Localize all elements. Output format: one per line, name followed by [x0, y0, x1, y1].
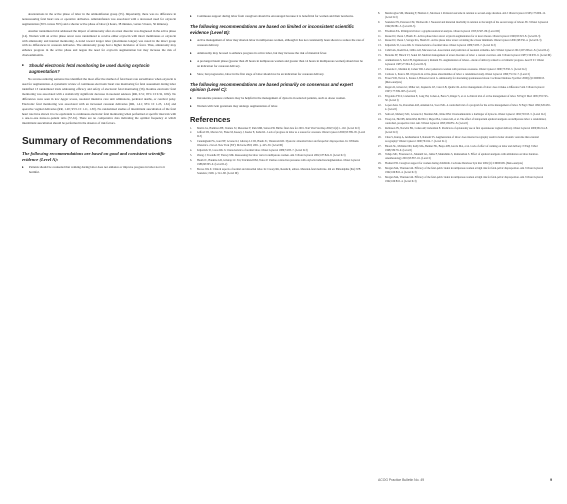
level-a-heading: The following recommendations are based on good and consistent scientific evidence (Level A): — [22, 151, 166, 162]
reference-item — [190, 127, 366, 131]
reference-text: Cahill AG, Roehl KA, Odibo AO, Macones GA. Association and prediction of neonatal acidemia. Am J Obstet Gynecol 2012;207:206.e1–8. (Level II-2) — [385, 49, 550, 53]
reference-item — [378, 118, 552, 126]
column-1 — [22, 12, 176, 178]
reference-text: Morgan MA, Thurnau GR. Efficacy of the fetal-pelvic index in nulliparous women at high risk for fetal-pelvic disproportion. Am J Obstet Gynecol 1992;166:810–4. (Level II-3) — [385, 176, 544, 184]
reference-text: Fraser WD, Turcot L, Krauss I, Brisson-Carrol G. Amniotomy for shortening spontaneous labour. Cochrane Database Syst Rev 2000;(2):CD000015. (Meta-analysis) — [385, 77, 545, 85]
reference-number: 20. — [378, 86, 382, 90]
paragraph: Another randomized trial addressed the impact of amniotomy after an arrest disorder was diagnosed in the active phase (14). Women with an active phase arrest were randomized to receive either oxytocin with intact membranes or oxytocin with amniotomy and internal monitoring. A trend toward longer labor (44-minutes longer) was noted in the intact group with no differences in cesarean deliveries. The amniotomy group had a higher incidence of fever. Thus, amniotomy may enhance progress in the active phase and negate the need for oxytocin augmentation but may increase the risk of chorioamnionitis. — [22, 28, 176, 58]
reference-number: 18. — [378, 72, 382, 76]
reference-item — [190, 168, 366, 176]
intro-text — [22, 12, 176, 58]
reference-number: 14. — [378, 49, 382, 53]
reference-text: Martin JA, Hamilton BE, Ventura SJ, Menacker F, Park MM, Sutton PD. Births: final data for 2001. Natl Vital Stat Rep 2002;51(2):1–102. (Level II-3) — [197, 126, 360, 130]
reference-item — [378, 12, 552, 20]
reference-text: Zhang J, Troendle JF, Yancey MK. Reassessing the labor curve in nulliparous women. Am J Obstet Gynecol 2002;187:824–8. (Level II-3) — [197, 154, 346, 157]
reference-number: 19. — [378, 77, 382, 81]
reference-item — [378, 59, 552, 67]
reference-text: Frigoletto FD Jr, Lieberman E, Lang JM, Cohen A, Barss V, Ringer S, et al. A clinical trial of active management of labor. N Engl J Med 1995;333:745–50. (Level I) — [385, 95, 549, 103]
reference-text: Friedman EA. Primigravid labor: a graphicostatistical analysis. Obstet Gynecol 1955;6:567–89. (Level III) — [385, 29, 500, 33]
reference-number: 31. — [378, 176, 382, 180]
reference-text: Chua S, Kurup A, Arulkumaran S, Ratnam SS. Augmentation of labor: does internal tocography result in better obstetric outcome than external tocography? Obstet Gynecol 1990;76:164–7. (Level II-1) — [385, 135, 539, 143]
reference-number: 28. — [378, 153, 382, 157]
reference-number: 4. — [190, 149, 193, 153]
reference-item — [378, 104, 552, 112]
question-heading: ▸ Should electronic fetal monitoring be used during oxytocin augmentation? — [22, 63, 176, 74]
level-b-bullet: ▸ Active management of labor may shorten labor in nulliparous women, although it has not consistently been shown to reduce the rate of cesarean delivery. — [190, 38, 366, 48]
level-b-bullet: ▸ Slow, but progressive, labor in the first stage of labor should not be an indication for cesarean delivery. — [190, 72, 366, 77]
reference-number: 25. — [378, 126, 382, 130]
reference-number: 16. — [378, 58, 382, 62]
footer-title: ACOG Practice Bulletin No. 49 — [378, 478, 425, 482]
reference-text: Kilpatrick SJ, Laros RK Jr. Characteristics of normal labor. Obstet Gynecol 1989;74:85–7. (Level II-3) — [385, 44, 496, 48]
reference-number: 12. — [378, 39, 382, 43]
reference-number: 23. — [378, 112, 382, 116]
reference-item — [378, 136, 552, 144]
reference-number: 27. — [378, 144, 382, 148]
reference-text: Menticoglou SM, Manning F, Harman C, Morrison I. Perinatal outcome in relation to second-stage duration. Am J Obstet Gynecol 1995;173:906–12. (Level II-3) — [385, 12, 546, 20]
support-bullet: ▸ Continuous support during labor from caregivers should be encouraged because it is beneficial for women and their newborns. — [190, 14, 366, 19]
reference-number: 29. — [378, 162, 382, 166]
reference-text: Bloom SL, McIntire DD, Kelly MA, Beimer HL, Burpo RH, Garcia MA, et al. Lack of effect of walking on labor and delivery. N Engl J Med 1998;339:76–9. (Level I) — [385, 144, 538, 152]
reference-number: 9. — [378, 20, 381, 24]
reference-text: Rouse DJ, Owen J, Hauth JC. Active-phase labor arrest: oxytocin augmentation for at least 4 hours. Obstet Gynecol 1999;93:323–8. (Level II-3) — [385, 34, 541, 38]
reference-item — [378, 127, 552, 135]
reference-list — [190, 127, 366, 176]
paragraph: decelerations in the active phase of labor in the amnioinfusion group (55). Importantly, there was no difference in nonreassuring fetal heart rate or operative deliveries. Amnioinfusion was associated with a decreased need for oxytocin augmentation (36% versus 59%) and a shorter active phase of labor (4 hours, 38 minutes, versus 5 hours, 56 minutes). — [22, 12, 176, 26]
reference-item — [378, 68, 552, 72]
column-3 — [378, 12, 552, 185]
reference-text: Satin AJ, Maberry MC, Leveno KJ, Sherman ML, Kline DM. Chorioamnionitis: a harbinger of dystocia. Obstet Gynecol 1992;79:913–5. (Level II-2) — [385, 112, 546, 116]
paragraph: No reverse-tailoring sentence has identified the most effective method of fetal heart rate surveillance when oxytocin is used for augmentation. A systematic review of continuous electronic heart rate monitoring for fetal assessment during labor identified 13 randomized trials addressing efficacy and safety of electronic fetal monitoring (56). Routine electronic fetal monitoring was associated with a statistically significant decrease in neonatal seizures (RR, 0.51; 95% CI 0.32, 0.82). No differences were seen in low Apgar scores, neonatal intensive care unit admissions, perinatal deaths, or cerebral palsy. Electronic fetal monitoring was associated with an increased cesarean deliveries (RR, 1.41; 95% CI 1.23, 1.61) and operative vaginal deliveries (RR, 1.20; 95% CI 1.11, 1.30). No randomized studies of intermittent auscultation of the fetal heart rate have shown it to be equivalent to continuous electronic fetal monitoring when performed at specific intervals with a one-to-one nurse-to-patient ratio (57-61). There are no comparative data indicating the optimal frequency at which intermittent auscultation should be performed in the absence of risk factors. — [22, 77, 176, 126]
reference-text: Chazotte C, Madden R, Cohen WR. Labor patterns in women with previous cesareans. Obstet Gynecol 1990;75:350–5. (Level II-2) — [385, 67, 527, 71]
reference-number: 10. — [378, 29, 382, 33]
level-c-heading: The following recommendations are based primarily on consensus and expert opinion (Level C): — [190, 81, 353, 93]
reference-item — [378, 113, 552, 117]
page-footer — [378, 478, 552, 482]
reference-item — [190, 154, 366, 158]
level-b-heading: The following recommendations are based on limited or inconsistent scientific evidence (Level B): — [190, 23, 354, 35]
references-heading: References — [190, 114, 231, 124]
reference-number: 6. — [190, 158, 193, 162]
reference-number: 21. — [378, 95, 382, 99]
level-b-bullet: ▸ Amniotomy may be used to enhance progress in active labor, but may increase the risk of maternal fever. — [190, 51, 366, 56]
reference-item — [378, 49, 552, 53]
reference-item — [378, 77, 552, 85]
reference-number: 8. — [378, 12, 381, 15]
reference-item — [190, 149, 366, 153]
reference-number: 5. — [190, 154, 193, 157]
reference-text: Saunders NS, Paterson CM, Wadsworth J. Neonatal and maternal morbidity in relation to the length of the second stage of labour. Br J Obstet Gynaecol 1992;99:381–5. (Level II-3) — [385, 20, 549, 28]
reference-item — [190, 140, 366, 148]
reference-number: 26. — [378, 135, 382, 139]
reference-number: 15. — [378, 54, 382, 57]
reference-item — [378, 44, 552, 48]
reference-item — [378, 176, 552, 184]
reference-text: Rogers R, Gilson GJ, Miller AC, Izquierdo LE, Curet LB, Qualls CR. Active management of labor: does it make a difference? Am J Obstet Gynecol 1997;177:599–605. (Level I) — [385, 86, 545, 94]
reference-text: Bowes WA Jr. Clinical aspects of normal and abnormal labor. In: Creasy RK, Resnik R, editors. Maternal-fetal medicine. 4th ed. Philadelphia (PA): WB Saunders; 1999. p. 541–68. (Level III) — [197, 167, 361, 175]
level-b-bullet: ▸ A prolonged latent phase (greater than 20 hours in nulliparous women and greater than 14 hours in multiparous women) should not be an indication for cesarean delivery. — [190, 59, 366, 69]
reference-number: 7. — [190, 167, 193, 171]
reference-item — [378, 167, 552, 175]
reference-item — [378, 162, 552, 166]
reference-item — [190, 131, 366, 139]
reference-text: Kilpatrick SJ, Laros RK Jr. Characteristics of normal labor. Obstet Gynecol 1989;74:85–7. (Level II-3) — [197, 149, 308, 153]
reference-number: 24. — [378, 117, 382, 121]
level-c-bullet: ▸ Women with twin gestations may undergo augmentation of labor. — [190, 104, 366, 109]
reference-item — [378, 73, 552, 77]
reference-number: 11. — [378, 34, 382, 38]
reference-number: 2. — [190, 131, 193, 135]
question-text — [22, 77, 176, 126]
reference-number: 30. — [378, 167, 382, 171]
reference-text: Rouse DJ, Owen J, Savage KG, Hauth JC. Active phase labor arrest: revisiting the 2-hour minimum. Obstet Gynecol 2001;98:550–4. (Level II-3) — [385, 39, 542, 43]
reference-text: Morgan MA, Thurnau GR. Efficacy of the fetal-pelvic index in nulliparous women at high risk for fetal-pelvic disproportion. Am J Obstet Gynecol 1992;166:810–4. (Level II-3) — [385, 167, 544, 175]
reference-item — [378, 39, 552, 43]
level-a-bullet: ▸ Patients should be counseled that walking during labor does not enhance or improve progress in labor nor is it harmful. — [22, 165, 176, 175]
reference-number: 3. — [190, 140, 193, 144]
column-2 — [190, 12, 366, 177]
reference-item — [378, 30, 552, 34]
reference-item — [378, 21, 552, 29]
reference-number: 13. — [378, 44, 382, 48]
reference-text: Hauth JC, Hankins GD, Gilstrap LC 3rd, Strickland DM, Vance P. Uterine contraction pressures with oxytocin induction/augmentation. Obstet Gynecol 1986;68:305–9. (Level II-2) — [197, 158, 361, 166]
reference-text: Bottoms SF, Hirsch VJ, Sokol RJ. Medical management of arrest disorders of labor: a current overview. Am J Obstet Gynecol 1987;156:935–9. (Level III) — [385, 54, 552, 57]
reference-item — [378, 95, 552, 103]
reference-item — [378, 145, 552, 153]
reference-text: Cardozo L, Pearce JM. Oxytocin in active-phase abnormalities of labor: a randomized study. Obstet Gynecol 1990;75:152–7. (Level I) — [385, 72, 530, 76]
level-c-bullet: ▸ Intrauterine pressure catheters may be helpful in the management of dystocia in selected patients, such as obese women. — [190, 96, 366, 101]
reference-text: Arulkumaran S, Koh CH, Ingemarsson I, Ratnam SS. Augmentation of labour—mode of delivery related to cervimetric progress. Aust N Z J Obstet Gynaecol 1987;27:304–8. (Level II-3) — [385, 58, 544, 66]
reference-number: 1. — [190, 126, 193, 130]
reference-text: Gifford DS, Morton SC, Fiske M, Keesey J, Keeler E, Kahn KL. Lack of progress in labor as a reason for cesarean. Obstet Gynecol 2000;95:589–95. (Level II-3) — [197, 131, 366, 139]
reference-list — [378, 12, 552, 184]
reference-text: Lopez-Zeno JA, Peaceman AM, Adashek JA, Socol ML. A controlled trial of a program for the active management of labor. N Engl J Med 1992;326:450–4. (Level I) — [385, 104, 551, 112]
reference-item — [190, 159, 366, 167]
reference-item — [378, 54, 552, 58]
reference-text: Cunningham FG, Gant NF, Leveno KJ, Gilstrap LC III, Hauth JC, Wenstrom KD. Dystocia: abnormal labor and fetopelvic disproportion. In: Williams Obstetrics. 21st ed. New York (NY): McGraw-Hill; 2001. p. 425–50. (Level III) — [197, 140, 359, 148]
reference-number: 17. — [378, 67, 382, 71]
document-page — [22, 12, 552, 492]
reference-text: Hodnett ED. Caregiver support for women during childbirth. Cochrane Database Syst Rev 2002;(1):CD000199. (Meta-analysis) — [385, 162, 523, 166]
reference-item — [378, 35, 552, 39]
reference-item — [378, 153, 552, 161]
summary-heading: Summary of Recommendations — [22, 136, 173, 148]
page-number: 9 — [550, 478, 552, 482]
reference-text: Vallejo MC, Firestone LL, Mandell GL, Jaime F, Makishima S, Ramanathan S. Effect of epidural analgesia with ambulation on labor duration. Anesthesiology 2001;95:857–61. (Level I) — [385, 153, 539, 161]
reference-text: Thorp JA, Hu DH, Albin RM, McNitt J, Meyer BA, Cohen GR, et al. The effect of intrapartum epidural analgesia on nulliparous labor: a randomized, controlled, prospective trial. Am J Obstet Gynecol 1993;169:851–8. (Level I) — [385, 117, 547, 125]
reference-item — [378, 86, 552, 94]
reference-number: 22. — [378, 104, 382, 108]
reference-text: Robinson JN, Norwitz ER, Cohen AP, Lieberman E. Predictors of episiotomy use at first spontaneous vaginal delivery. Obstet Gynecol 2000;96:214–8. (Level II-3) — [385, 126, 548, 134]
